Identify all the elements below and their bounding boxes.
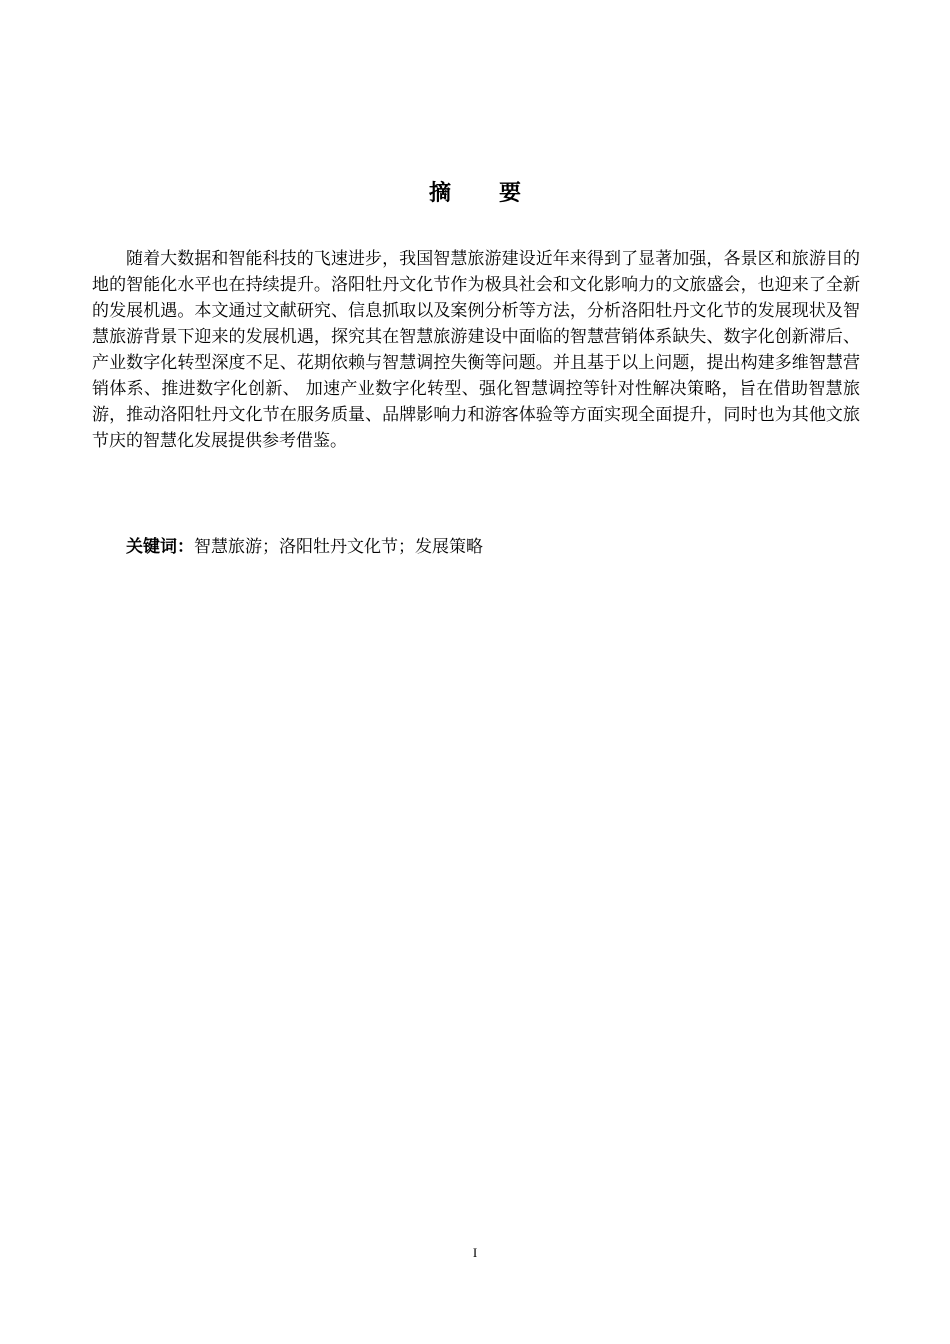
abstract-body: 随着大数据和智能科技的飞速进步，我国智慧旅游建设近年来得到了显著加强，各景区和旅游目的地的智能化水平也在持续提升。洛阳牡丹文化节作为极具社会和文化影响力的文旅盛会，也迎来了全新的发展机遇。本文通过文献研究、信息抓取以及案例分析等方法，分析洛阳牡丹文化节的发展现状及智慧旅游背景下迎来的发展机遇，探究其在智慧旅游建设中面临的智慧营销体系缺失、数字化创新滞后、产业数字化转型深度不足、花期依赖与智慧调控失衡等问题。并且基于以上问题，提出构建多维智慧营销体系、推进数字化创新、 加速产业数字化转型、强化智慧调控等针对性解决策略，旨在借助智慧旅游，推动洛阳牡丹文化节在服务质量、品牌影响力和游客体验等方面实现全面提升，同时也为其他文旅节庆的智慧化发展提供参考借鉴。: [92, 249, 860, 451]
page-number: I: [472, 1245, 478, 1260]
keywords-label: 关键词：: [126, 537, 194, 557]
keywords-text: 智慧旅游；洛阳牡丹文化节；发展策略: [194, 537, 483, 557]
keywords-line: [126, 534, 483, 560]
abstract-title: 摘要: [428, 181, 569, 206]
